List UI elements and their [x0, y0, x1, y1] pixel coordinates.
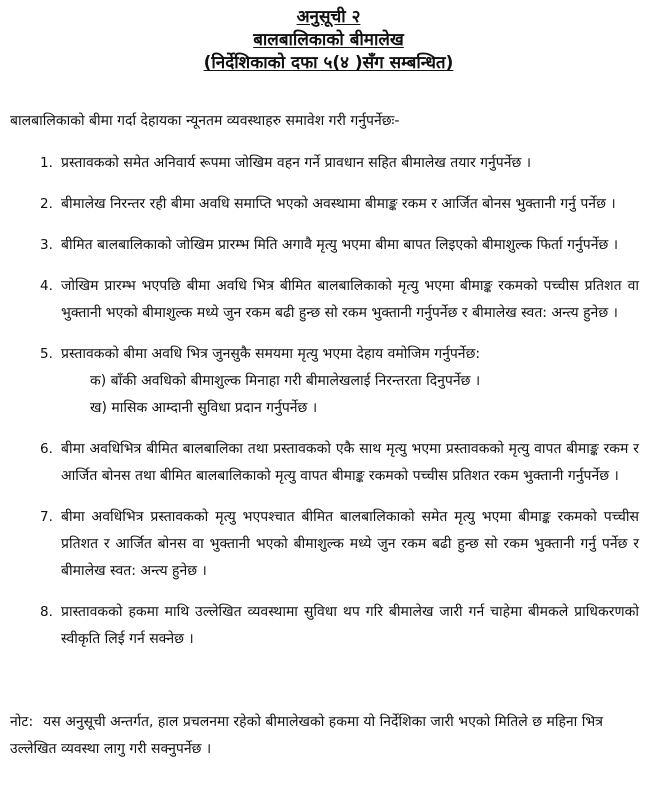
item-number: 3.: [40, 237, 53, 253]
note-label: नोट:: [10, 714, 34, 730]
reference-heading: (निर्देशिकाको दफा ५(४ )सँग सम्बन्धित): [203, 53, 454, 73]
item-text: बीमा अवधिभित्र प्रस्तावकको मृत्यु भएपश्चात बीमित बालबालिकाको समेत मृत्यु भएमा बीमाङ्क रकमको पच्चीस प्रतिशत र आर्जित बोनस वा भुक्तानी भएको बीमाशुल्क मध्ये जुन रकम बढी हुन्छ सो रकम भुक्तानी गर्नु पर्नेछ र बीमालेख स्वत: अन्त्य हुनेछ ।: [61, 509, 639, 579]
item-number: 7.: [40, 509, 53, 525]
item-text: जोखिम प्रारम्भ भएपछि बीमा अवधि भित्र बीमित बालबालिकाको मृत्यु भएमा बीमाङ्क रकमको पच्चीस प्रतिशत वा भुक्तानी भएको बीमाशुल्क मध्ये जुन रकम बढी हुन्छ सो रकम भुक्तानी गर्नुपर्नेछ र बीमालेख स्वत: अन्त्य हुनेछ ।: [61, 278, 639, 321]
note-paragraph: [10, 709, 650, 763]
list-item: [0, 599, 657, 653]
item-text: बीमालेख निरन्तर रही बीमा अवधि समाप्ति भएको अवस्थामा बीमाङ्क रकम र आर्जित बोनस भुक्तानी गर्नु पर्नेछ ।: [61, 196, 616, 212]
document-title: [0, 6, 657, 75]
list-item: [0, 341, 657, 422]
list-item: [0, 191, 657, 218]
item-text: प्रस्तावकको बीमा अवधि भित्र जुनसुकै समयमा मृत्यु भएमा देहाय वमोजिम गर्नुपर्नेछ:: [61, 346, 481, 362]
note-text: यस अनुसूची अन्तर्गत, हाल प्रचलनमा रहेको बीमालेखको हकमा यो निर्देशिका जारी भएको मितिले छ महिना भित्र उल्लेखित व्यवस्था लागु गरी सक्नुपर्नेछ ।: [10, 714, 603, 757]
item-number: 4.: [40, 278, 53, 294]
item-number: 6.: [40, 441, 53, 457]
sub-item: ख) मासिक आम्दानी सुविधा प्रदान गर्नुपर्नेछ ।: [90, 400, 318, 416]
sub-item: क) बाँकी अवधिको बीमाशुल्क मिनाहा गरी बीमालेखलाई निरन्तरता दिनुपर्नेछ ।: [90, 373, 481, 389]
schedule-heading: अनुसूची २: [296, 7, 361, 27]
item-number: 5.: [40, 346, 53, 362]
list-item: [0, 504, 657, 585]
item-text: प्रास्तावकको हकमा माथि उल्लेखित व्यवस्थामा सुविधा थप गरि बीमालेख जारी गर्न चाहेमा बीमकले प्राधिकरणको स्वीकृति लिई गर्न सक्नेछ ।: [61, 604, 639, 647]
list-item: [0, 436, 657, 490]
list-item: [0, 232, 657, 259]
item-number: 2.: [40, 196, 53, 212]
intro-paragraph: बालबालिकाको बीमा गर्दा देहायका न्यूनतम व्यवस्थाहरु समावेश गरी गर्नुपर्नेछः-: [10, 113, 400, 129]
list-item: [0, 273, 657, 327]
item-text: बीमित बालबालिकाको जोखिम प्रारम्भ मिति अगावै मृत्यु भएमा बीमा बापत लिइएको बीमाशुल्क फिर्ता गर्नुपर्नेछ ।: [61, 237, 619, 253]
item-number: 1.: [40, 155, 53, 171]
item-text: बीमा अवधिभित्र बीमित बालबालिका तथा प्रस्तावकको एकै साथ मृत्यु भएमा प्रस्तावकको मृत्यु वापत बीमाङ्क रकम र आर्जित बोनस तथा बीमित बालबालिकाको मृत्यु वापत बीमाङ्क रकमको पच्चीस प्रतिशत रकम भुक्तानी गर्नुपर्नेछ ।: [61, 441, 639, 484]
list-item: [0, 150, 657, 177]
item-number: 8.: [40, 604, 53, 620]
policy-heading: बालबालिकाको बीमालेख: [253, 30, 404, 50]
item-text: प्रस्तावकको समेत अनिवार्य रूपमा जोखिम वहन गर्ने प्रावधान सहित बीमालेख तयार गर्नुपर्नेछ ।: [61, 155, 532, 171]
provisions-list: [0, 150, 657, 667]
